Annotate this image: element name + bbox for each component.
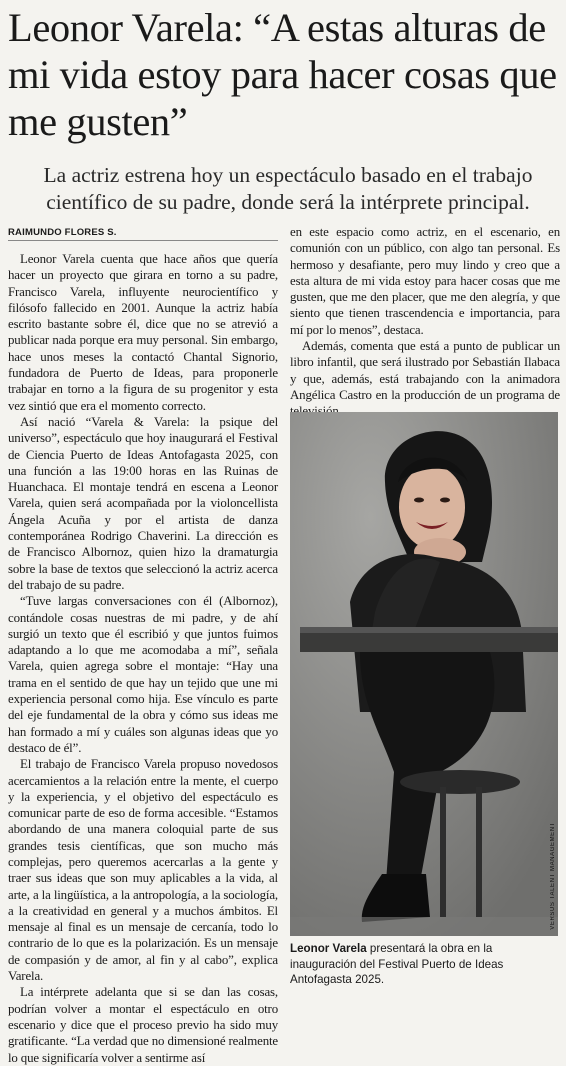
headline: Leonor Varela: “A estas alturas de mi vida estoy para hacer cosas que me gusten” — [8, 5, 557, 144]
body-paragraph: Además, comenta que está a punto de publicar un libro infantil, que será ilustrado por Sebastián Ilabaca y que, además, está trabajando con la animadora Angélica Castro en la producción de un programa de — [290, 339, 560, 402]
byline-divider — [8, 240, 278, 241]
portrait-photo — [290, 412, 558, 936]
body-paragraph: La intérprete adelanta que si se dan las cosas, podrían volver a montar el espectáculo en otro escenario y dice que el proceso previo ha sido muy gratificante. “La verdad que no dimensioné realmente lo que significaría volver a sentirme así — [8, 985, 278, 1065]
caption-name: Leonor Varela — [290, 942, 367, 955]
body-paragraph: El trabajo de Francisco Varela propuso novedosos acercamientos a la relación entre la mente, el cuerpo y la experiencia, y el objetivo del espectáculo es comunicar parte de eso de forma accesible. “Estamos abordando de una manera coloquial parte de sus grandes tesis científicas, que son mucho más complejas, pero queremos acercarlas a la gente y traer sus ideas que son muy aplicables a la vida, al arte, a la lingüística, a la antropología, a la sociología, a la creatividad en general y a muchos ámbitos. El mensaje al final es un mensaje de cercanía, todo lo contrario de lo que es la polarización. Es un mensaje de compasión y de amor, al fin y al cabo”, explica Varela. — [8, 757, 278, 984]
body-paragraph: Así nació “Varela & Varela: la psique del universo”, espectáculo que hoy inaugurará el Festival de Ciencia Puerto de Ideas Antofagasta 2025, con una función a las 19:00 horas en las Ruinas de Huanchaca. El montaje tendrá en escena a Leonor Varela, quien será acompañada por la violoncellista Ángela Acuña y por el artista de danza contemporánea Rodrigo Chaverini. La dirección es de Francisco Albornoz, quien hizo la dramaturgia sobre la base de textos que seleccionó la actriz acerca del trabajo de su padre. — [8, 414, 278, 592]
photo-credit: VERSUS TALENT MANAGEMENT — [550, 822, 556, 930]
photo-caption — [290, 941, 560, 988]
left-column — [8, 251, 278, 1066]
body-paragraph: Leonor Varela cuenta que hace años que quería hacer un proyecto que girara en torno a su padre, Francisco Varela, influyente neurocientífico y filósofo fallecido en 2001. Aunque la actriz había escrito bastante sobre él, dice que no se atrevió a publicar nada porque era muy personal. Sin embargo, hace unos meses la contactó Chantal Signorio, fundadora de Puerto de Ideas, para proponerle trabajar en torno a la figura de su progenitor y esta vez sintió que era el momento correcto. — [8, 252, 278, 413]
right-column — [290, 224, 560, 420]
body-paragraph: en este espacio como actriz, en el escenario, en comunión con un público, con algo tan personal. Es hermoso y desafiante, pero muy lindo y creo que a esta altura de mi vida estoy para hacer cosas que me gusten, que me den placer, que me den alegría, y que siento que tienen trascendencia e importancia, para mí por lo menos”, destaca. — [290, 225, 560, 337]
byline: RAIMUNDO FLORES S. — [8, 227, 117, 238]
caption-text: presentará la obra en la inauguración del Festival Puerto de Ideas Antofagasta 2025. — [290, 942, 504, 986]
subheadline: La actriz estrena hoy un espectáculo basado en el trabajo científico de su padre, donde será la intérprete principal. — [43, 163, 533, 214]
body-paragraph: “Tuve largas conversaciones con él (Albornoz), contándole cosas nuestras de mi padre, y de ahí surgió un texto que él escribió y que juntos fuimos adaptando a lo que me acomodaba a mí”, señala Varela, quien agrega sobre el montaje: “Hay una trama en el sentido de que hay un tejido que une mi experiencia personal como hija. Ese vínculo es parte del eje fundamental de la obra y cómo sus ideas me han formado a mí y cuáles son algunas ideas que yo destaco de él”. — [8, 594, 278, 755]
portrait-illustration — [290, 412, 558, 936]
